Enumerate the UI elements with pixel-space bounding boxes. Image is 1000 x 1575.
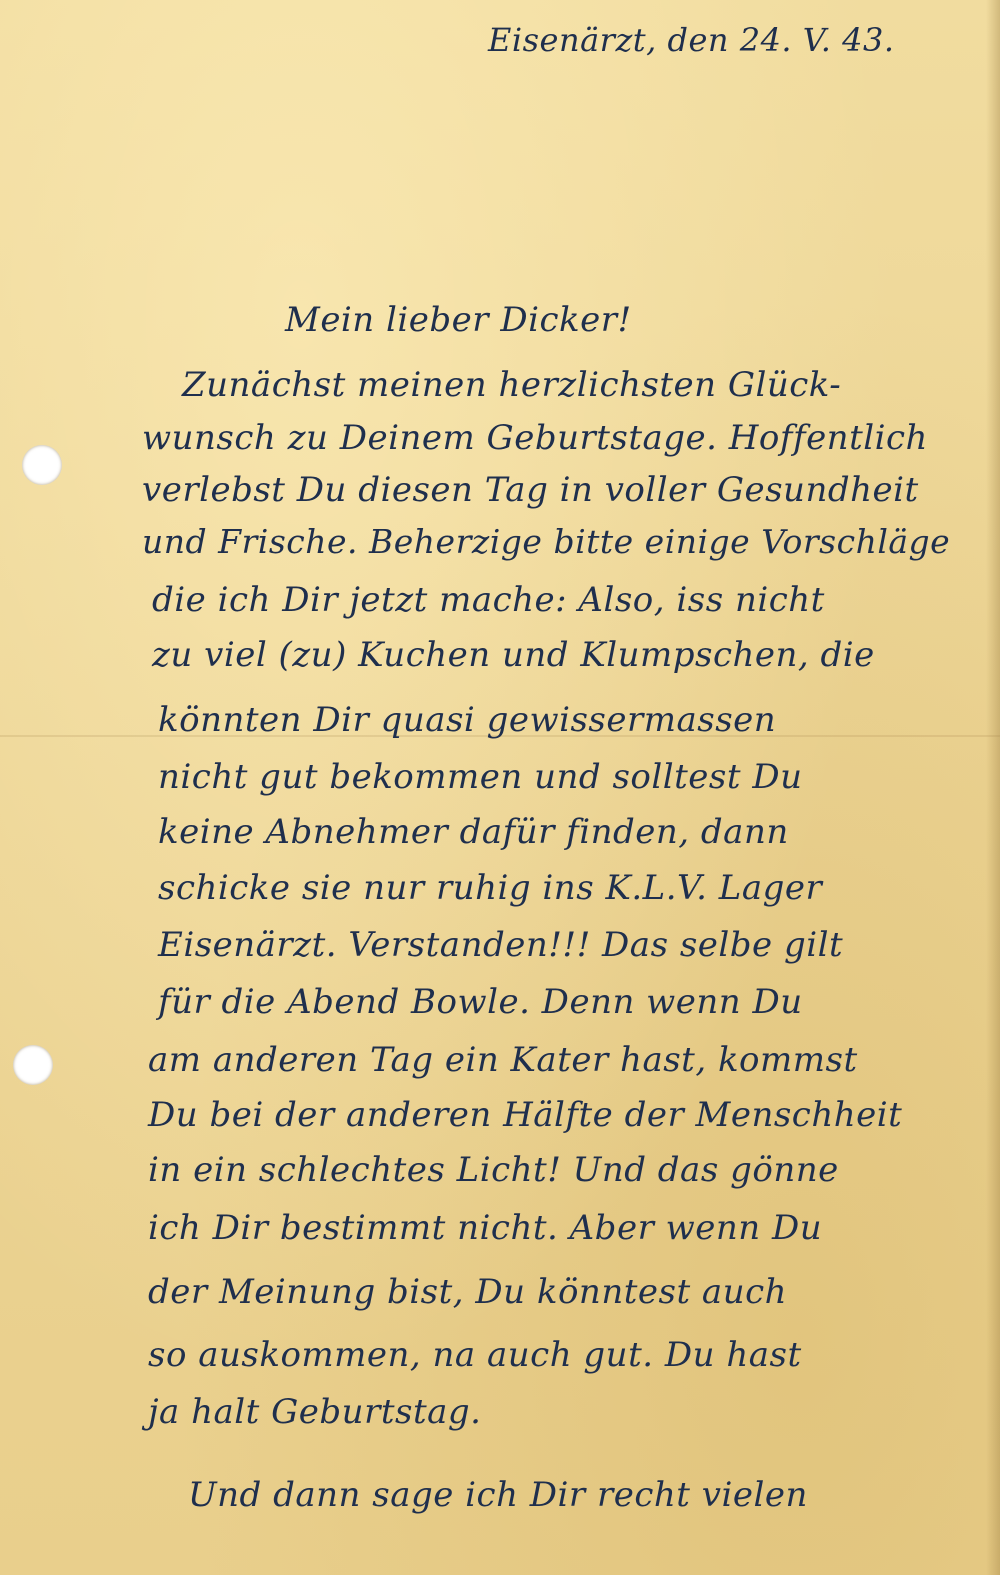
punch-hole-top (22, 445, 62, 485)
letter-line: ich Dir bestimmt nicht. Aber wenn Du (148, 1208, 823, 1248)
letter-salutation: Mein lieber Dicker! (285, 300, 632, 340)
paper-edge-shadow (986, 0, 1000, 1575)
letter-line: Eisenärzt. Verstanden!!! Das selbe gilt (158, 925, 844, 965)
letter-line: und Frische. Beherzige bitte einige Vorschläge (142, 522, 951, 561)
letter-line: Zunächst meinen herzlichsten Glück- (182, 365, 842, 405)
letter-line: schicke sie nur ruhig ins K.L.V. Lager (158, 868, 823, 908)
letter-line: keine Abnehmer dafür finden, dann (158, 812, 789, 852)
letter-line: der Meinung bist, Du könntest auch (148, 1272, 788, 1312)
letter-line: so auskommen, na auch gut. Du hast (148, 1335, 802, 1375)
punch-hole-bottom (13, 1045, 53, 1085)
letter-line: Und dann sage ich Dir recht vielen (188, 1475, 808, 1515)
letter-line: verlebst Du diesen Tag in voller Gesundheit (142, 470, 919, 510)
letter-line: in ein schlechtes Licht! Und das gönne (148, 1150, 839, 1190)
letter-line: für die Abend Bowle. Denn wenn Du (158, 982, 803, 1022)
letter-line: die ich Dir jetzt mache: Also, iss nicht (152, 580, 825, 620)
letter-date: Eisenärzt, den 24. V. 43. (488, 21, 895, 59)
letter-line: wunsch zu Deinem Geburtstage. Hoffentlich (142, 418, 928, 458)
letter-line: nicht gut bekommen und solltest Du (158, 757, 803, 797)
letter-line: zu viel (zu) Kuchen und Klumpschen, die (152, 635, 875, 675)
letter-line: könnten Dir quasi gewissermassen (158, 700, 777, 740)
letter-line: ja halt Geburtstag. (148, 1392, 482, 1432)
letter-line: Du bei der anderen Hälfte der Menschheit (148, 1095, 903, 1135)
letter-line: am anderen Tag ein Kater hast, kommst (148, 1040, 858, 1080)
